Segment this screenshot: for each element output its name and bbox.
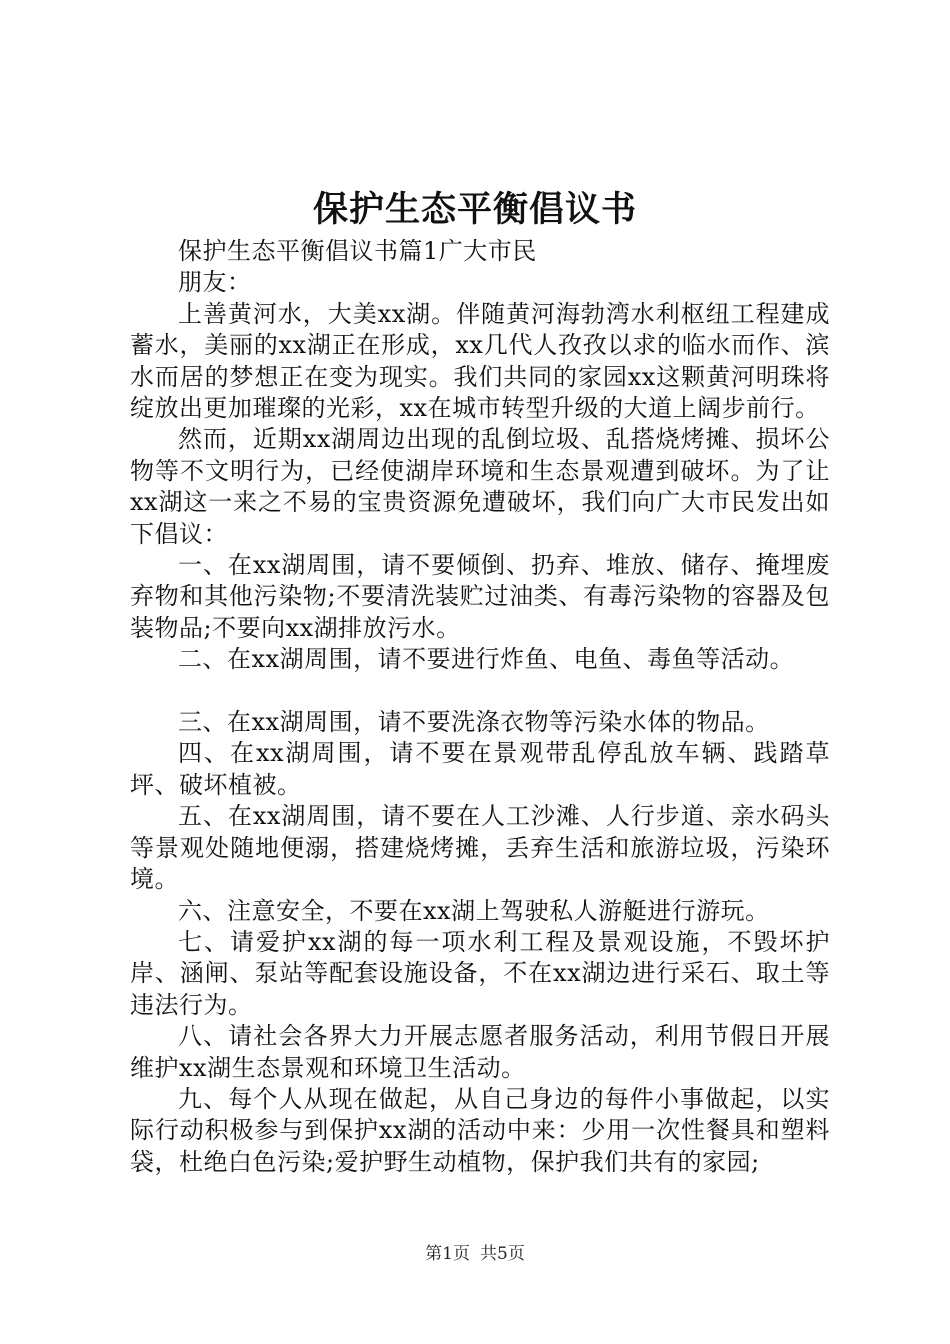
document-body — [130, 236, 830, 1178]
page-number-current: 第1页 — [425, 1244, 470, 1264]
paragraph-problem: 然而，近期xx湖周边出现的乱倒垃圾、乱搭烧烤摊、损坏公物等不文明行为，已经使湖岸环境和生态景观遭到破坏。为了让xx湖这一来之不易的宝贵资源免遭破坏，我们向广大市民发出如下倡议： — [130, 425, 830, 548]
paragraph-item-2: 二、在xx湖周围，请不要进行炸鱼、电鱼、毒鱼等活动。 — [178, 645, 795, 674]
paragraph-intro: 上善黄河水，大美xx湖。伴随黄河海勃湾水利枢纽工程建成蓄水，美丽的xx湖正在形成，xx几代人孜孜以求的临水而作、滨水而居的梦想正在变为现实。我们共同的家园xx这颗黄河明珠将绽放出更加璀璨的光彩，xx在城市转型升级的大道上阔步前行。 — [130, 299, 830, 423]
paragraph-item-3: 三、在xx湖周围，请不要洗涤衣物等污染水体的物品。 — [178, 708, 770, 737]
paragraph-item-1: 一、在xx湖周围，请不要倾倒、扔弃、堆放、储存、掩埋废弃物和其他污染物;不要清洗装贮过油类、有毒污染物的容器及包装物品;不要向xx湖排放污水。 — [130, 551, 830, 642]
paragraph-item-5: 五、在xx湖周围，请不要在人工沙滩、人行步道、亲水码头等景观处随地便溺，搭建烧烤摊，丢弃生活和旅游垃圾，污染环境。 — [130, 802, 830, 894]
paragraph-item-6: 六、注意安全，不要在xx湖上驾驶私人游艇进行游玩。 — [178, 896, 770, 925]
page-footer — [0, 1242, 950, 1266]
paragraph-item-7: 七、请爱护xx湖的每一项水利工程及景观设施，不毁坏护岸、涵闸、泵站等配套设施设备，不在xx湖边进行采石、取土等违法行为。 — [130, 927, 830, 1019]
paragraph-item-9: 九、每个人从现在做起，从自己身边的每件小事做起，以实际行动积极参与到保护xx湖的活动中来：少用一次性餐具和塑料袋，杜绝白色污染;爱护野生动植物，保护我们共有的家园; — [130, 1084, 830, 1176]
paragraph-salutation: 朋友： — [178, 268, 252, 297]
document-title: 保护生态平衡倡议书 — [312, 189, 637, 230]
blank-line — [130, 676, 830, 707]
paragraph-item-4: 四、在xx湖周围，请不要在景观带乱停乱放车辆、践踏草坪、破坏植被。 — [130, 739, 830, 799]
paragraph-item-8: 八、请社会各界大力开展志愿者服务活动，利用节假日开展维护xx湖生态景观和环境卫生活动。 — [130, 1022, 830, 1082]
page-number-total: 共5页 — [480, 1244, 525, 1264]
paragraph-heading-line: 保护生态平衡倡议书篇1广大市民 — [178, 237, 537, 265]
